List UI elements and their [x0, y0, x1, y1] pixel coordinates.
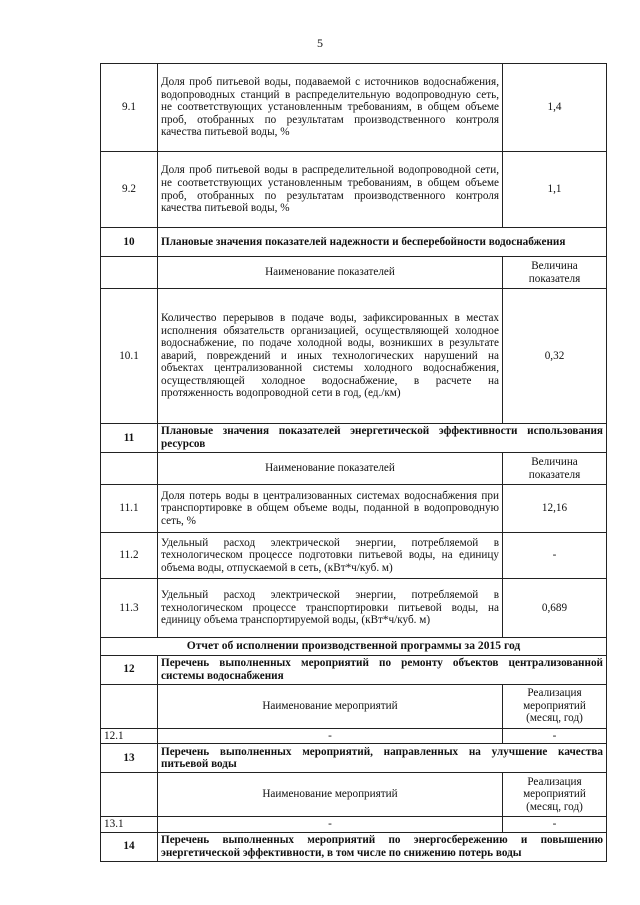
section-number: 11 — [101, 424, 158, 453]
indicator-description: Количество перерывов в подаче воды, зафиксированных в местах исполнения обязательств организацией, осуществляющей холодное водоснабжение, по подаче холодной воды, возникших в результате аварий, повреждений и иных технологических нарушений на объектах централизованной системы холодного водоснабжения, осуществляющей холодное водоснабжение, в расчете на протяженность водопроводной сети в год, (ед./км) — [158, 289, 503, 424]
table-row — [101, 533, 607, 579]
empty-cell — [101, 773, 158, 817]
column-header-value: Величина показателя — [503, 453, 607, 485]
section-row — [101, 744, 607, 773]
section-title: Плановые значения показателей энергетической эффективности использования ресурсов — [158, 424, 607, 453]
section-row — [101, 424, 607, 453]
row-number: 13.1 — [101, 817, 158, 833]
table-row — [101, 728, 607, 744]
row-number: 9.2 — [101, 152, 158, 228]
column-header-value: Реализация мероприятий (месяц, год) — [503, 684, 607, 728]
activity-name: - — [158, 728, 503, 744]
section-row — [101, 832, 607, 861]
column-header-row — [101, 773, 607, 817]
column-header-name: Наименование мероприятий — [158, 773, 503, 817]
activity-period: - — [503, 728, 607, 744]
page-number: 5 — [317, 36, 323, 50]
report-title: Отчет об исполнении производственной программы за 2015 год — [101, 638, 607, 656]
empty-cell — [101, 453, 158, 485]
indicator-description: Доля проб питьевой воды, подаваемой с источников водоснабжения, водопроводных станций в распределительную водопроводную сеть, не соответствующих установленным требованиям, в общем объеме проб, отобранных по результатам производственного контроля качества питьевой воды, % — [158, 64, 503, 152]
row-number: 11.3 — [101, 579, 158, 638]
row-number: 11.1 — [101, 485, 158, 533]
activity-period: - — [503, 817, 607, 833]
section-number: 13 — [101, 744, 158, 773]
section-row — [101, 655, 607, 684]
row-number: 11.2 — [101, 533, 158, 579]
indicator-value: 0,689 — [503, 579, 607, 638]
column-header-name: Наименование показателей — [158, 453, 503, 485]
table-row — [101, 579, 607, 638]
section-title: Плановые значения показателей надежности и бесперебойности водоснабжения — [158, 228, 607, 257]
empty-cell — [101, 257, 158, 289]
section-number: 10 — [101, 228, 158, 257]
row-number: 12.1 — [101, 728, 158, 744]
column-header-name: Наименование мероприятий — [158, 684, 503, 728]
section-title: Перечень выполненных мероприятий по ремонту объектов централизованной системы водоснабжения — [158, 655, 607, 684]
column-header-row — [101, 257, 607, 289]
indicators-table — [100, 63, 607, 862]
section-title: Перечень выполненных мероприятий, направленных на улучшение качества питьевой воды — [158, 744, 607, 773]
column-header-name: Наименование показателей — [158, 257, 503, 289]
column-header-value: Величина показателя — [503, 257, 607, 289]
table-row — [101, 289, 607, 424]
indicator-description: Доля потерь воды в централизованных системах водоснабжения при транспортировке в общем объеме воды, поданной в водопроводную сеть, % — [158, 485, 503, 533]
report-title-row — [101, 638, 607, 656]
section-row — [101, 228, 607, 257]
indicator-description: Удельный расход электрической энергии, потребляемой в технологическом процессе транспортировки питьевой воды, на единицу объема транспортируемой воды, (кВт*ч/куб. м) — [158, 579, 503, 638]
section-title: Перечень выполненных мероприятий по энергосбережению и повышению энергетической эффективности, в том числе по снижению потерь воды — [158, 832, 607, 861]
indicator-value: 1,4 — [503, 64, 607, 152]
row-number: 9.1 — [101, 64, 158, 152]
section-number: 14 — [101, 832, 158, 861]
indicator-value: 12,16 — [503, 485, 607, 533]
table-row — [101, 64, 607, 152]
table-row — [101, 485, 607, 533]
section-number: 12 — [101, 655, 158, 684]
indicator-description: Удельный расход электрической энергии, потребляемой в технологическом процессе подготовки питьевой воды, на единицу объема воды, отпускаемой в сеть, (кВт*ч/куб. м) — [158, 533, 503, 579]
indicator-value: 0,32 — [503, 289, 607, 424]
column-header-row — [101, 684, 607, 728]
indicator-value: - — [503, 533, 607, 579]
activity-name: - — [158, 817, 503, 833]
table-row — [101, 817, 607, 833]
empty-cell — [101, 684, 158, 728]
row-number: 10.1 — [101, 289, 158, 424]
table-row — [101, 152, 607, 228]
column-header-row — [101, 453, 607, 485]
indicator-value: 1,1 — [503, 152, 607, 228]
column-header-value: Реализация мероприятий (месяц, год) — [503, 773, 607, 817]
indicator-description: Доля проб питьевой воды в распределительной водопроводной сети, не соответствующих установленным требованиям, в общем объеме проб, отобранных по результатам производственного контроля качества питьевой воды, % — [158, 152, 503, 228]
